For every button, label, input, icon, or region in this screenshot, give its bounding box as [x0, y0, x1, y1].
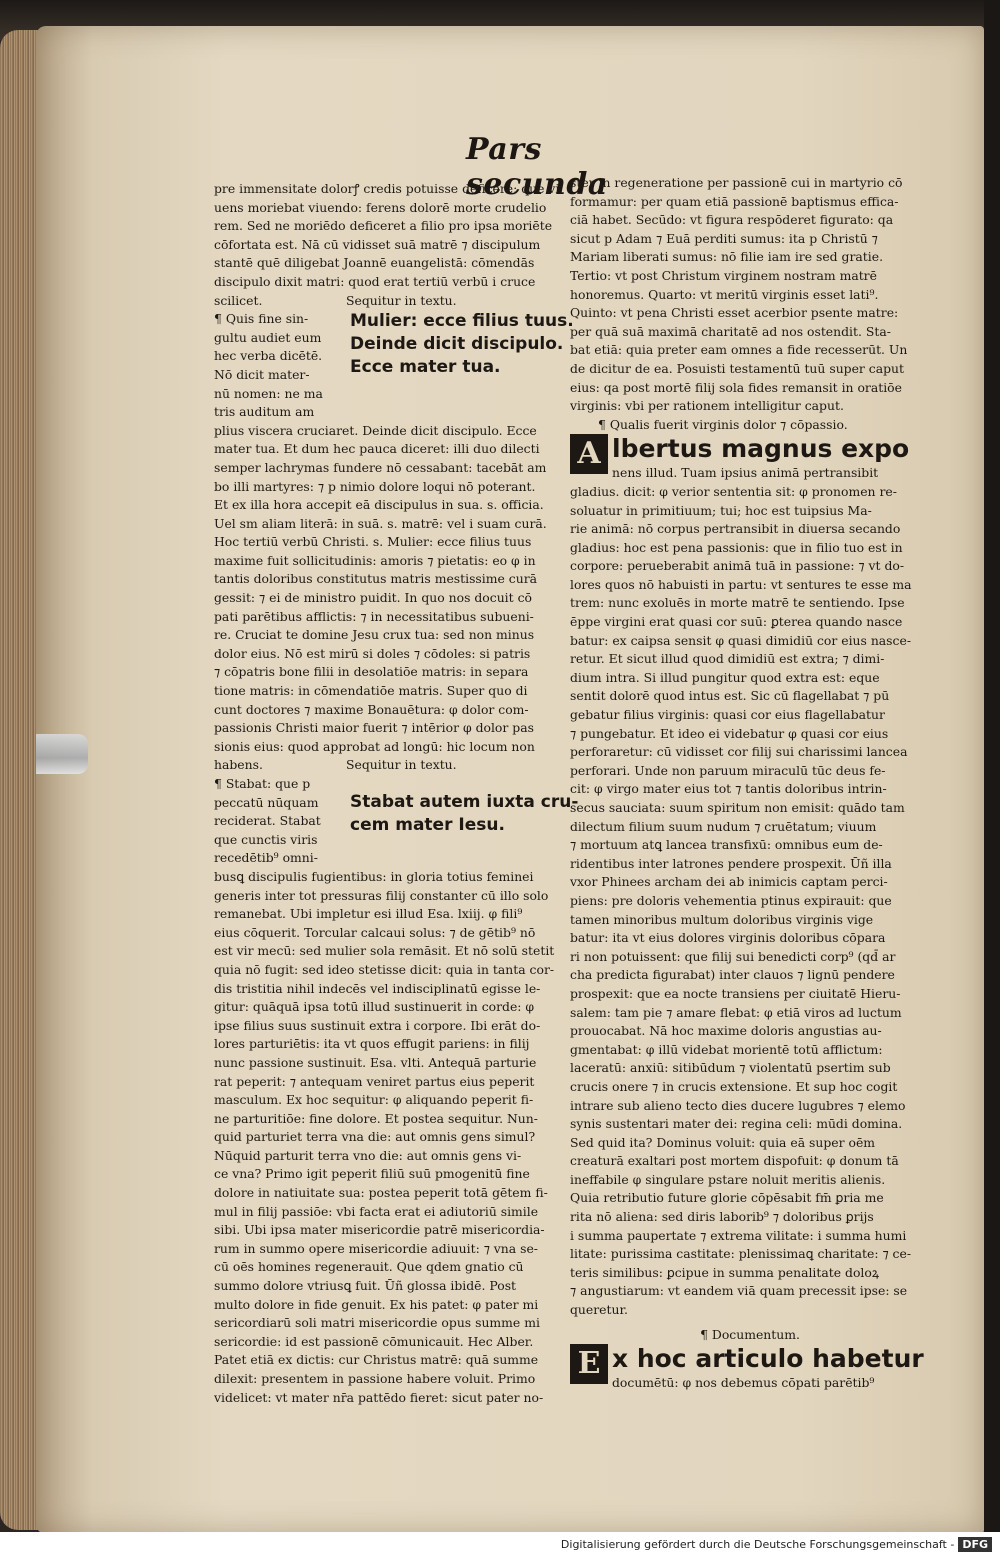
text-line: remanebat. Ubi impletur esi illud Esa. lxiij. φ fili⁹	[214, 906, 523, 922]
text-line: Quia retributio future glorie cōpēsabit fm̄ ꝑria me	[570, 1190, 884, 1206]
text-line: plius viscera cruciaret. Deinde dicit discipulo. Ecce	[214, 422, 537, 438]
scripture-block-1	[214, 310, 574, 422]
text-line: honoremus. Quarto: vt meritū virginis esset lati⁹.	[570, 286, 879, 302]
text-line: ce vna? Primo igit peperit filiū suū pmogenitū fine	[214, 1166, 530, 1182]
text-line: ridentibus inter latrones pendere prospexit. Ūñ illa	[570, 855, 892, 871]
heading-title: x hoc articulo habetur	[612, 1344, 924, 1374]
scripture-line: cem mater Iesu.	[350, 815, 505, 835]
text-line: sericordie: id est passionē cōmunicauit. Hec Alber.	[214, 1333, 534, 1349]
text-line: Quinto: vt pena Christi esset acerbior psente matre:	[570, 305, 899, 321]
text-line: sibi. Ubi ipsa mater misericordie patrē misericordia-	[214, 1222, 545, 1238]
text-line: busꝗ discipulis fugientibus: in gloria totius feminei	[214, 868, 534, 884]
text-line: sentit dolorē quod intus est. Sic cū flagellabat ⁊ pū	[570, 688, 890, 704]
rubric-documentum: ¶ Documentum.	[700, 1326, 800, 1342]
text-line: virginis: vbi per rationem intelligitur caput.	[570, 398, 844, 414]
text-line: intrare sub alieno tecto dies ducere lugubres ⁊ elemo	[570, 1097, 906, 1113]
digitization-footer	[0, 1532, 1000, 1558]
text-line: nunc passione sustinuit. Esa. vlti. Antequā parturie	[214, 1054, 537, 1070]
heading-text	[612, 434, 909, 483]
text-line: dilexit: presentem in passione habere voluit. Primo	[214, 1371, 536, 1386]
text-line: crucis onere ⁊ in crucis extensione. Et sup hoc cogit	[570, 1078, 898, 1094]
margin-line: reciderat. Stabat	[214, 813, 321, 829]
text-line: dium intra. Si illud pungitur quod extra est: eque	[570, 669, 880, 685]
text-line: rita nō aliena: sed diris laborib⁹ ⁊ doloribus ꝑrijs	[570, 1209, 874, 1225]
text-line: multo dolore in fide genuit. Ex his patet: φ pater mi	[214, 1296, 539, 1312]
text-line: rum in summo opere misericordie adiuuit: ⁊ vna se-	[214, 1240, 538, 1256]
text-line: retur. Et sicut illud quod dimidiū est extra; ⁊ dimi-	[570, 651, 885, 667]
text-line: i summa paupertate ⁊ extrema vilitate: i summa humi	[570, 1227, 907, 1243]
text-line: ciā habet. Secūdo: vt figura respōderet figurato: qa	[570, 212, 894, 228]
text-line: perforari. Unde non paruum miraculū tūc deus fe-	[570, 762, 886, 778]
decorated-initial-a: A	[570, 434, 608, 474]
text-line: gmentabat: φ illū videbat morientē totū afflictum:	[570, 1041, 883, 1057]
text-line: Uel sm aliam literā: in suā. s. matrē: vel i suam curā.	[214, 515, 547, 531]
margin-line: ¶ Stabat: que p	[214, 776, 311, 791]
left-middle-block	[214, 422, 564, 757]
text-line: rie animā: nō corpus pertransibit in diuersa secando	[570, 521, 901, 537]
running-head: Pars secunda	[466, 132, 608, 202]
text-line: litate: purissima castitate: plenissimaꝗ charitate: ⁊ ce-	[570, 1246, 912, 1262]
text-line: lores quos nō habuisti in partu: vt sentures te esse ma	[570, 576, 912, 592]
text-line: ⁊ angustiarum: vt eandem viā quam precessit ipse: se	[570, 1283, 908, 1299]
text-line: maxime fuit sollicitudinis: amoris ⁊ pietatis: eo φ in	[214, 552, 536, 568]
text-line: ri non potuissent: que filij sui benedicti corp⁹ (qd̄ ar	[570, 948, 896, 964]
text-line: summo dolore vtriusꝗ fuit. Ūñ glossa ibidē. Post	[214, 1278, 517, 1294]
text-line: bo illi martyres: ⁊ p nimio dolore loqui nō poterant.	[214, 478, 536, 494]
book-page-edges	[0, 30, 38, 1530]
text-line: bat etiā: quia preter eam omnes a fide recesserūt. Un	[570, 342, 908, 358]
margin-line: peccatū nūquam	[214, 794, 319, 810]
text-line: piens: pre doloris vehementia ptinus expirauit: que	[570, 892, 892, 908]
heading-continuation: documētū: φ nos debemus cōpati parētib⁹	[612, 1375, 875, 1391]
right-top-block	[570, 174, 930, 416]
scilicet-label: scilicet.	[214, 292, 263, 308]
text-line: dolore in natiuitate sua: postea peperit totā gētem fi-	[214, 1185, 548, 1201]
text-line: gessit: ⁊ ei de ministro puidit. In quo nos docuit cō	[214, 590, 532, 606]
text-line: laceratū: anxiū: sitibūdum ⁊ violentatū psertim sub	[570, 1060, 891, 1076]
scripture-block-2	[214, 775, 579, 868]
text-line: salem: tam pie ⁊ amare flebat: φ etiā viros ad luctum	[570, 1004, 902, 1020]
text-line: sericordiarū soli matri misericordie opus summe mi	[214, 1315, 540, 1331]
margin-line: recedētib⁹ omni-	[214, 850, 318, 866]
sequitur-label: Sequitur in textu.	[346, 757, 457, 773]
margin-line: que cunctis viris	[214, 831, 318, 847]
text-line: quia nō fugit: sed ideo stetisse dicit: quia in tanta cor-	[214, 961, 555, 977]
text-line: per quā suā maximā charitatē ad nos ostendit. Sta-	[570, 323, 891, 339]
section-heading-documentum	[570, 1344, 930, 1393]
text-line: stantē quē diligebat Joannē euangelistā: cōmendās	[214, 255, 535, 271]
scripture-line: Mulier: ecce filius tuus.	[350, 311, 574, 332]
margin-line: Nō dicit mater-	[214, 366, 310, 382]
text-line: ineffabile φ singulare pstare noluit meritis alienis.	[570, 1171, 886, 1187]
heading-title: lbertus magnus expo	[612, 434, 910, 464]
margin-line: tris auditum am	[214, 404, 315, 420]
heading-continuation: nens illud. Tuam ipsius animā pertransibit	[612, 465, 879, 481]
scripture-line: Stabat autem iuxta cru-	[350, 792, 579, 812]
heading-text	[612, 1344, 924, 1393]
text-line: cit: φ virgo mater eius tot ⁊ tantis doloribus intrin-	[570, 781, 887, 797]
sequitur-label: Sequitur in textu.	[346, 292, 457, 308]
text-line: soluatur in primitiuum; tui; hoc est tuipsius Ma-	[570, 502, 872, 518]
text-line: sicut p Adam ⁊ Euā perditi sumus: ita p Christū ⁊	[570, 230, 878, 246]
scripture-quote-2	[346, 775, 578, 868]
section-heading-albertus	[570, 434, 930, 483]
text-line: dolor eius. Nō est mirū si doles ⁊ cōdoles: si patris	[214, 645, 531, 661]
text-line: rem. Sed ne moriēdo deficeret a filio pro ipsa moriēte	[214, 218, 553, 234]
text-line: dis tristitia nihil indecēs vel indisciplinatū egisse le-	[214, 980, 541, 996]
text-line: ster in regeneratione per passionē cui in martyrio cō	[570, 175, 903, 190]
text-line: eius: qa post mortē filij sola fides remansit in oratiōe	[570, 379, 902, 395]
sequitur-row-2	[214, 756, 564, 775]
text-line: gebatur filius virginis: quasi cor eius flagellabatur	[570, 707, 885, 723]
text-line: est vir mecū: sed mulier sola remāsit. Et nō solū stetit	[214, 943, 555, 959]
text-line: rat peperit: ⁊ antequam veniret partus eius peperit	[214, 1073, 535, 1089]
text-line: queretur.	[570, 1302, 628, 1318]
text-line: prospexit: que ea nocte transiens per ciuitatē Hieru-	[570, 985, 901, 1001]
text-line: dilectum filium suum nudum ⁊ cruētatum; viuum	[570, 818, 877, 834]
text-line: Et ex illa hora accepit eā discipulus in sua. s. officia.	[214, 497, 544, 513]
text-line: cōfortata est. Nā cū vidisset suā matrē ⁊ discipulum	[214, 236, 541, 252]
margin-line: hec verba dicētē.	[214, 348, 323, 364]
dfg-logo: DFG	[958, 1537, 992, 1552]
margin-line: gultu audiet eum	[214, 329, 322, 345]
left-top-block	[214, 180, 564, 292]
scripture-line: Deinde dicit discipulo.	[350, 334, 564, 355]
book-right-edge	[984, 0, 1000, 1558]
text-line: ⁊ pungebatur. Et ideo ei videbatur φ quasi cor eius	[570, 725, 889, 741]
text-line: ⁊ mortuum atꝗ lancea transfixū: omnibus eum de-	[570, 837, 883, 853]
text-line: tione matris: in cōmendatiōe matris. Super quo di	[214, 683, 528, 699]
margin-line: nū nomen: ne ma	[214, 385, 323, 401]
text-line: tantis doloribus constitutus matris mestissime curā	[214, 571, 538, 587]
right-column	[570, 174, 930, 1393]
text-line: formamur: per quam etiā passionē baptismus effica-	[570, 193, 899, 209]
text-line: generis inter tot pressuras filij constanter cū illo solo	[214, 887, 549, 903]
text-line: gladius: hoc est pena passionis: que in filio tuo est in	[570, 539, 903, 555]
decorated-initial-e: E	[570, 1344, 608, 1384]
text-line: batur: ita vt eius dolores virginis doloribus cōpara	[570, 930, 886, 946]
text-line: trem: nunc exoluēs in morte matrē te sentiendo. Ipse	[570, 595, 905, 611]
margin-line: ¶ Quis fine sin-	[214, 311, 309, 327]
text-line: de dicitur de ea. Posuisti testamentū tuū super caput	[570, 360, 905, 376]
text-line: gladius. dicit: φ verior sententia sit: φ pronomen re-	[570, 483, 897, 499]
text-line: prouocabat. Nā hoc maxime doloris angustias au-	[570, 1023, 882, 1039]
text-line: sionis eius: quod approbat ad longū: hic locum non	[214, 738, 535, 754]
text-line: ne parturitiōe: fine dolore. Et postea sequitur. Nun-	[214, 1110, 538, 1126]
text-line: corpore: perueberabit animā tuā in passione: ⁊ vt do-	[570, 558, 905, 574]
text-line: teris similibus: ꝑcipue in summa penalitate doloꝝ	[570, 1264, 879, 1280]
text-line: Tertio: vt post Christum virginem nostram matrē	[570, 267, 877, 283]
text-line: masculum. Ex hoc sequitur: φ aliquando peperit fi-	[214, 1092, 534, 1108]
text-line: Hoc tertiū verbū Christi. s. Mulier: ecce filius tuus	[214, 534, 532, 550]
text-line: ipse filius suus sustinuit extra i corpore. Ibi erāt do-	[214, 1017, 541, 1033]
text-line: Sed quid ita? Dominus voluit: quia eā super oēm	[570, 1134, 876, 1150]
text-line: cha predicta figurabat) inter clauos ⁊ lignū pendere	[570, 967, 895, 983]
rubric-qualis: ¶ Qualis fuerit virginis dolor ⁊ cōpassio.	[598, 416, 848, 432]
text-line: secus sauciata: suum spiritum non emisit: quādo tam	[570, 800, 905, 815]
text-line: Mariam liberati sumus: nō filie iam ire sed gratie.	[570, 249, 884, 265]
text-line: synis sustentari mater dei: regina celi: mūdi domina.	[570, 1116, 903, 1132]
text-line: pati parētibus afflictis: ⁊ in necessitatibus subueni-	[214, 608, 534, 624]
margin-note-2	[214, 775, 346, 868]
text-line: cunt doctores ⁊ maxime Bonauētura: φ dolor com-	[214, 701, 529, 717]
margin-note-1	[214, 310, 346, 422]
text-line: quid parturiet terra vna die: aut omnis gens simul?	[214, 1129, 536, 1145]
right-middle-block	[570, 483, 930, 1320]
text-line: semper lachrymas fundere nō cessabant: tacebāt am	[214, 459, 547, 475]
text-line: Nūquid parturit terra vno die: aut omnis gens vi-	[214, 1147, 522, 1163]
text-line: tamen minoribus multum doloribus virginis vige	[570, 911, 874, 927]
text-line: videlicet: vt mater nr̄a pattēdo fieret: sicut pater no-	[214, 1389, 544, 1405]
text-line: gitur: quāquā ipsa totū illud sustinuerit in corde: φ	[214, 999, 535, 1015]
text-line: discipulo dixit matri: quod erat tertiū verbū i cruce	[214, 273, 536, 289]
text-line: pre immensitate dolorꝭ credis potuisse deficere: que vi	[214, 181, 560, 196]
text-line: passionis Christi maior fuerit ⁊ intērior φ dolor pas	[214, 720, 534, 736]
habens-label: habens.	[214, 757, 263, 773]
text-line: mul in filij passiōe: vbi facta erat ei adiutoriū simile	[214, 1203, 539, 1219]
text-line: uens moriebat viuendo: ferens dolorē morte crudelio	[214, 199, 547, 215]
text-line: cū oēs homines regenerauit. Que qdem gnatio cū	[214, 1259, 524, 1275]
left-bottom-block	[214, 868, 564, 1407]
scripture-quote-1	[346, 310, 574, 422]
text-line: ēppe virgini erat quasi cor suū: ꝑterea quando nasce	[570, 614, 903, 630]
text-line: creaturā exaltari post mortem dispofuit: φ donum tā	[570, 1153, 899, 1169]
text-line: lores parturiētis: ita vt quos effugit pariens: in filij	[214, 1036, 530, 1052]
text-line: Patet etiā ex dictis: cur Christus matrē: quā summe	[214, 1352, 539, 1368]
text-line: batur: ex caipsa sensit φ quasi dimidiū cor eius nasce-	[570, 632, 912, 648]
text-line: perforaretur: cū vidisset cor filij sui charissimi lancea	[570, 744, 908, 760]
text-line: vxor Phinees archam dei ab inimicis captam perci-	[570, 874, 888, 890]
text-line: ⁊ cōpatris bone filii in desolatiōe matris: in separa	[214, 664, 529, 680]
text-line: mater tua. Et dum hec pauca diceret: illi duo dilecti	[214, 441, 540, 457]
text-line: eius cōquerit. Torcular calcaui solus: ⁊ de gētib⁹ nō	[214, 924, 536, 940]
footer-text: Digitalisierung gefördert durch die Deutsche Forschungsgemeinschaft -	[560, 1538, 955, 1551]
sequitur-row-1	[214, 292, 564, 311]
text-line: re. Cruciat te domine Jesu crux tua: sed non minus	[214, 627, 535, 643]
left-column	[214, 180, 579, 1407]
page-clip	[36, 734, 88, 774]
scripture-line: Ecce mater tua.	[350, 357, 501, 378]
